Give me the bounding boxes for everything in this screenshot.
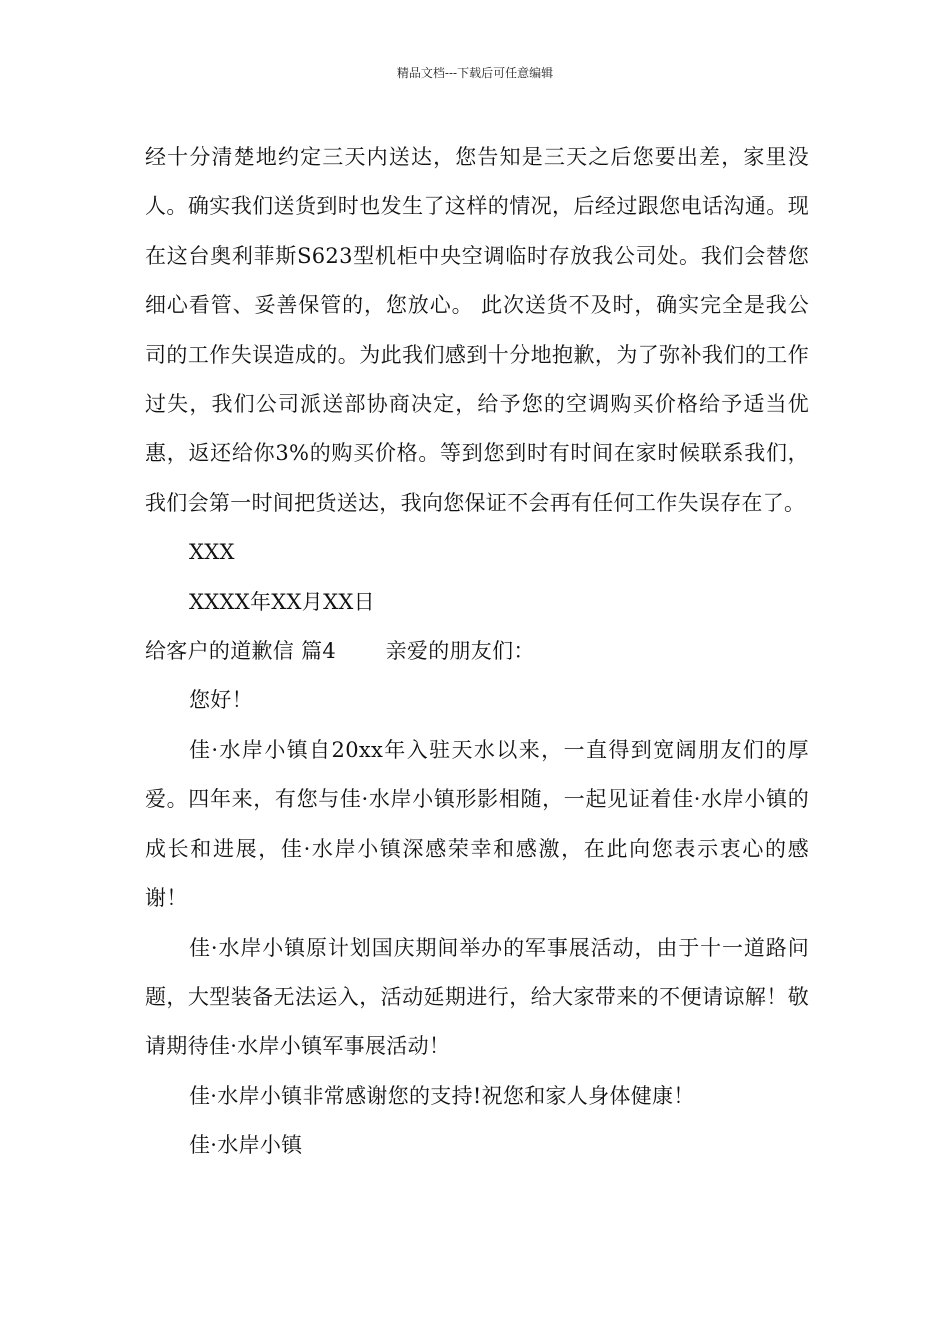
paragraph-delivery-apology: 经十分清楚地约定三天内送达，您告知是三天之后您要出差，家里没人。确实我们送货到时也发生了这样的情况，后经过跟您电话沟通。现在这台奥利菲斯S623型机柜中央空调临时存放我公司处。我们会替您细心看管、妥善保管的，您放心。 此次送货不及时，确实完全是我公司的工作失误造成的。为此我们感到十分地抱歉，为了弥补我们的工作过失，我们公司派送部协商决定，给予您的空调购买价格给予适当优惠，返还给你3%的购买价格。等到您到时有时间在家时候联系我们，我们会第一时间把货送达，我向您保证不会再有任何工作失误存在了。 (145, 145, 809, 515)
letter-title-salutation: 给客户的道歉信 篇4 亲爱的朋友们： (145, 639, 535, 664)
paragraph-event-postponed: 佳·水岸小镇原计划国庆期间举办的军事展活动，由于十一道路问题，大型装备无法运入，活动延期进行，给大家带来的不便请谅解！敬请期待佳·水岸小镇军事展活动！ (145, 935, 809, 1059)
page-header: 精品文档---下载后可任意编辑 (396, 66, 554, 80)
signature-date: XXXX年XX月XX日 (189, 589, 375, 614)
signature-company: 佳·水岸小镇 (189, 1133, 303, 1158)
signature-name: XXX (189, 540, 235, 565)
greeting: 您好！ (189, 688, 253, 713)
paragraph-closing-wishes: 佳·水岸小镇非常感谢您的支持!祝您和家人身体健康！ (189, 1083, 695, 1108)
paragraph-thanks: 佳·水岸小镇自20xx年入驻天水以来，一直得到宽阔朋友们的厚爱。四年来，有您与佳·水岸小镇形影相随，一起见证着佳·水岸小镇的成长和进展，佳·水岸小镇深感荣幸和感激，在此向您表示衷心的感谢！ (145, 737, 809, 911)
document-body (145, 133, 809, 1171)
